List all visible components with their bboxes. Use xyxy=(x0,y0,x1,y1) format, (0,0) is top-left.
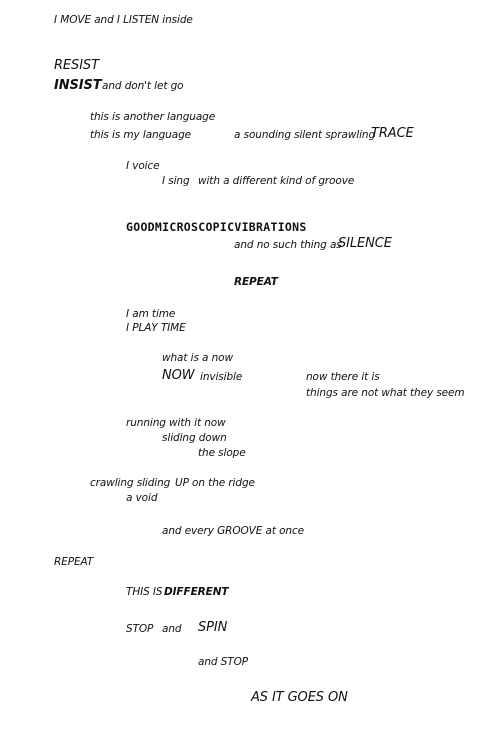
poem-line-different-groove: with a different kind of groove xyxy=(198,175,355,187)
poem-line-every-groove: and every GROOVE at once xyxy=(162,525,305,537)
poem-line-i-play-time: I PLAY TIME xyxy=(126,322,186,334)
poem-word-and: and xyxy=(162,623,182,635)
poem-line-running: running with it now xyxy=(126,417,226,429)
poem-line-the-slope: the slope xyxy=(198,447,246,459)
poem-line-up-on-ridge: UP on the ridge xyxy=(175,477,255,489)
poem-line-what-is-now: what is a now xyxy=(162,352,233,364)
poem-line-repeat-bold: REPEAT xyxy=(234,276,278,288)
poem-line-vibrations: GOODMICROSCOPICVIBRATIONS xyxy=(126,220,307,234)
poem-word-silence: SILENCE xyxy=(338,236,392,251)
poem-line-no-such-thing: and no such thing as xyxy=(234,239,342,251)
poem-word-different: DIFFERENT xyxy=(164,586,229,598)
poem-word-now: NOW xyxy=(162,368,195,383)
poem-line-i-move: I MOVE and I LISTEN inside xyxy=(54,14,193,26)
poem-word-invisible: invisible xyxy=(200,371,243,383)
poem-line-resist: RESIST xyxy=(54,58,99,73)
poem-line-i-am-time: I am time xyxy=(126,308,176,320)
poem-line-i-sing: I sing xyxy=(162,175,190,187)
poem-line-sliding-down: sliding down xyxy=(162,432,227,444)
poem-line-now-there-it-is: now there it is xyxy=(306,371,380,383)
poem-line-a-void: a void xyxy=(126,492,158,504)
poem-line-i-voice: I voice xyxy=(126,160,160,172)
poem-word-spin: SPIN xyxy=(198,620,228,635)
poem-line-this-is: THIS IS xyxy=(126,586,163,598)
poem-word-stop: STOP xyxy=(126,623,154,635)
poem-line-and-stop: and STOP xyxy=(198,656,248,668)
poem-line-not-what-they-seem: things are not what they seem xyxy=(306,387,465,399)
poem-word-insist: INSIST xyxy=(54,78,102,93)
poem-line-sounding-silent: a sounding silent sprawling xyxy=(234,129,376,141)
poem-line-as-it-goes-on: AS IT GOES ON xyxy=(251,690,348,705)
poem-line-my-language: this is my language xyxy=(90,129,191,141)
poem-word-trace: TRACE xyxy=(371,126,414,141)
poem-line-dont-let-go: and don't let go xyxy=(102,80,184,92)
poem-line-crawling-sliding: crawling sliding xyxy=(90,477,171,489)
poem-line-repeat: REPEAT xyxy=(54,556,94,568)
poem-line-another-language: this is another language xyxy=(90,111,216,123)
